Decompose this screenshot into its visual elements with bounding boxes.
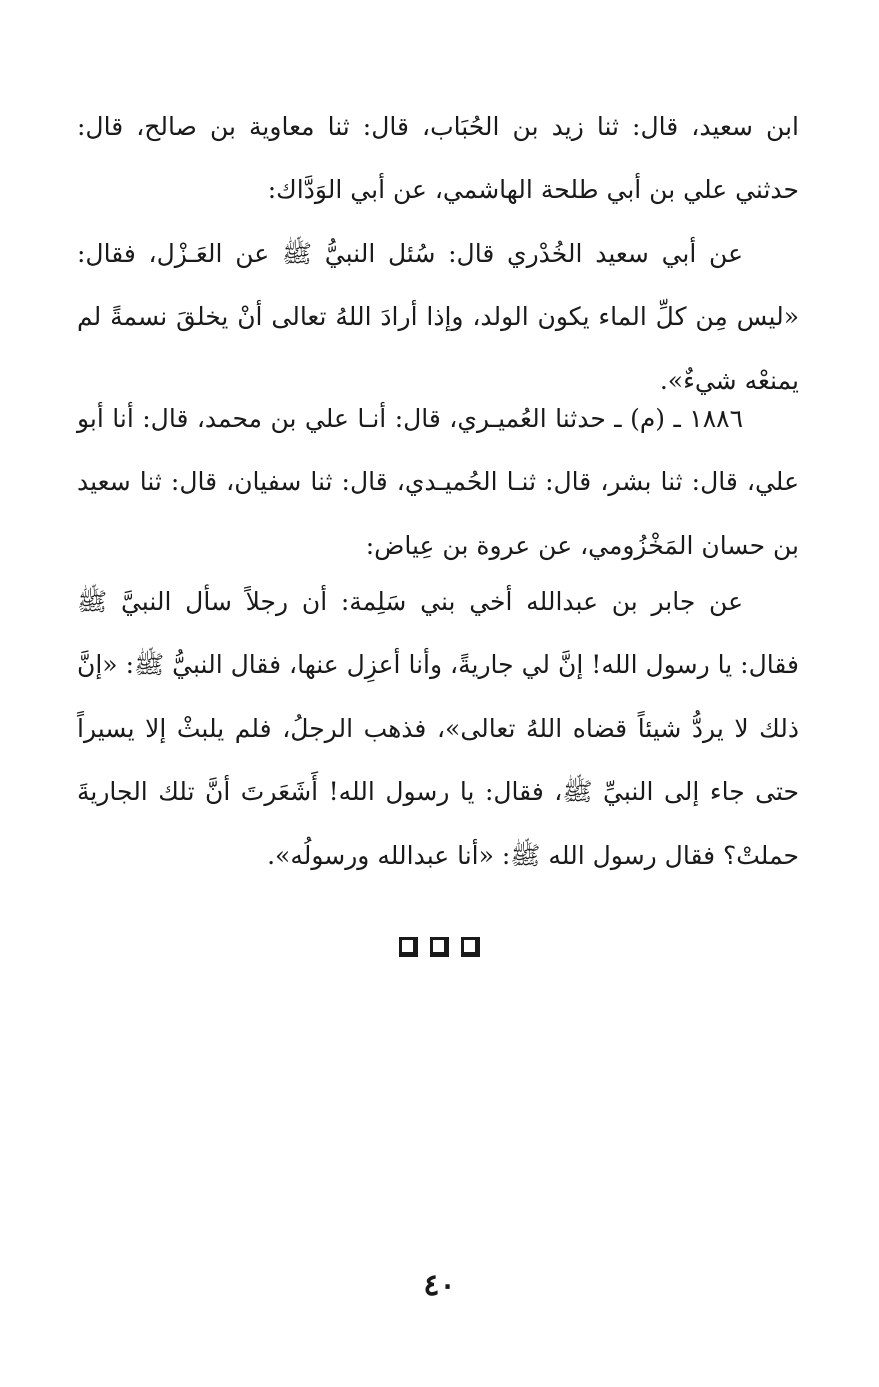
- section-divider-ornament: [0, 937, 879, 957]
- ornament-box-icon: [399, 937, 418, 957]
- ornament-box-icon: [430, 937, 449, 957]
- ornament-box-icon: [461, 937, 480, 957]
- isnad-paragraph-2: ١٨٨٦ ـ (م) ـ حدثنا العُميـري، قال: أنـا علي بن محمد، قال: أنا أبو علي، قال: ثنا بشر، قال: ثنـا الحُميـدي، قال: ثنا سفيان، قال: ثنا سعيد بن حسان المَخْزُومي، عن عروة بن عِياض:: [77, 404, 799, 560]
- isnad-paragraph-1: ابن سعيد، قال: ثنا زيد بن الحُبَاب، قال: ثنا معاوية بن صالح، قال: حدثني علي بن أبي طلحة الهاشمي، عن أبي الوَدَّاك:: [77, 112, 799, 205]
- page-number: ٤٠: [423, 1268, 456, 1303]
- hadith-paragraph-1: عن أبي سعيد الخُدْري قال: سُئل النبيُّ ﷺ عن العَـزْل، فقال: «ليس مِن كلِّ الماء يكون الولد، وإذا أرادَ اللهُ تعالى أنْ يخلقَ نسمةً لم يمنعْه شيءٌ».: [77, 239, 799, 395]
- hadith-paragraph-2: عن جابر بن عبدالله أخي بني سَلِمة: أن رجلاً سأل النبيَّ ﷺ فقال: يا رسول الله! إنَّ لي جاريةً، وأنا أعزِل عنها، فقال النبيُّ ﷺ: «إنَّ ذلك لا يردُّ شيئاً قضاه اللهُ تعالى»، فذهب الرجلُ، فلم يلبثْ إلا يسيراً حتى جاء إلى النبيِّ ﷺ، فقال: يا رسول الله! أَشَعَرتَ أنَّ تلك الجاريةَ حملتْ؟ فقال رسول الله ﷺ: «أنا عبدالله ورسولُه».: [77, 587, 799, 870]
